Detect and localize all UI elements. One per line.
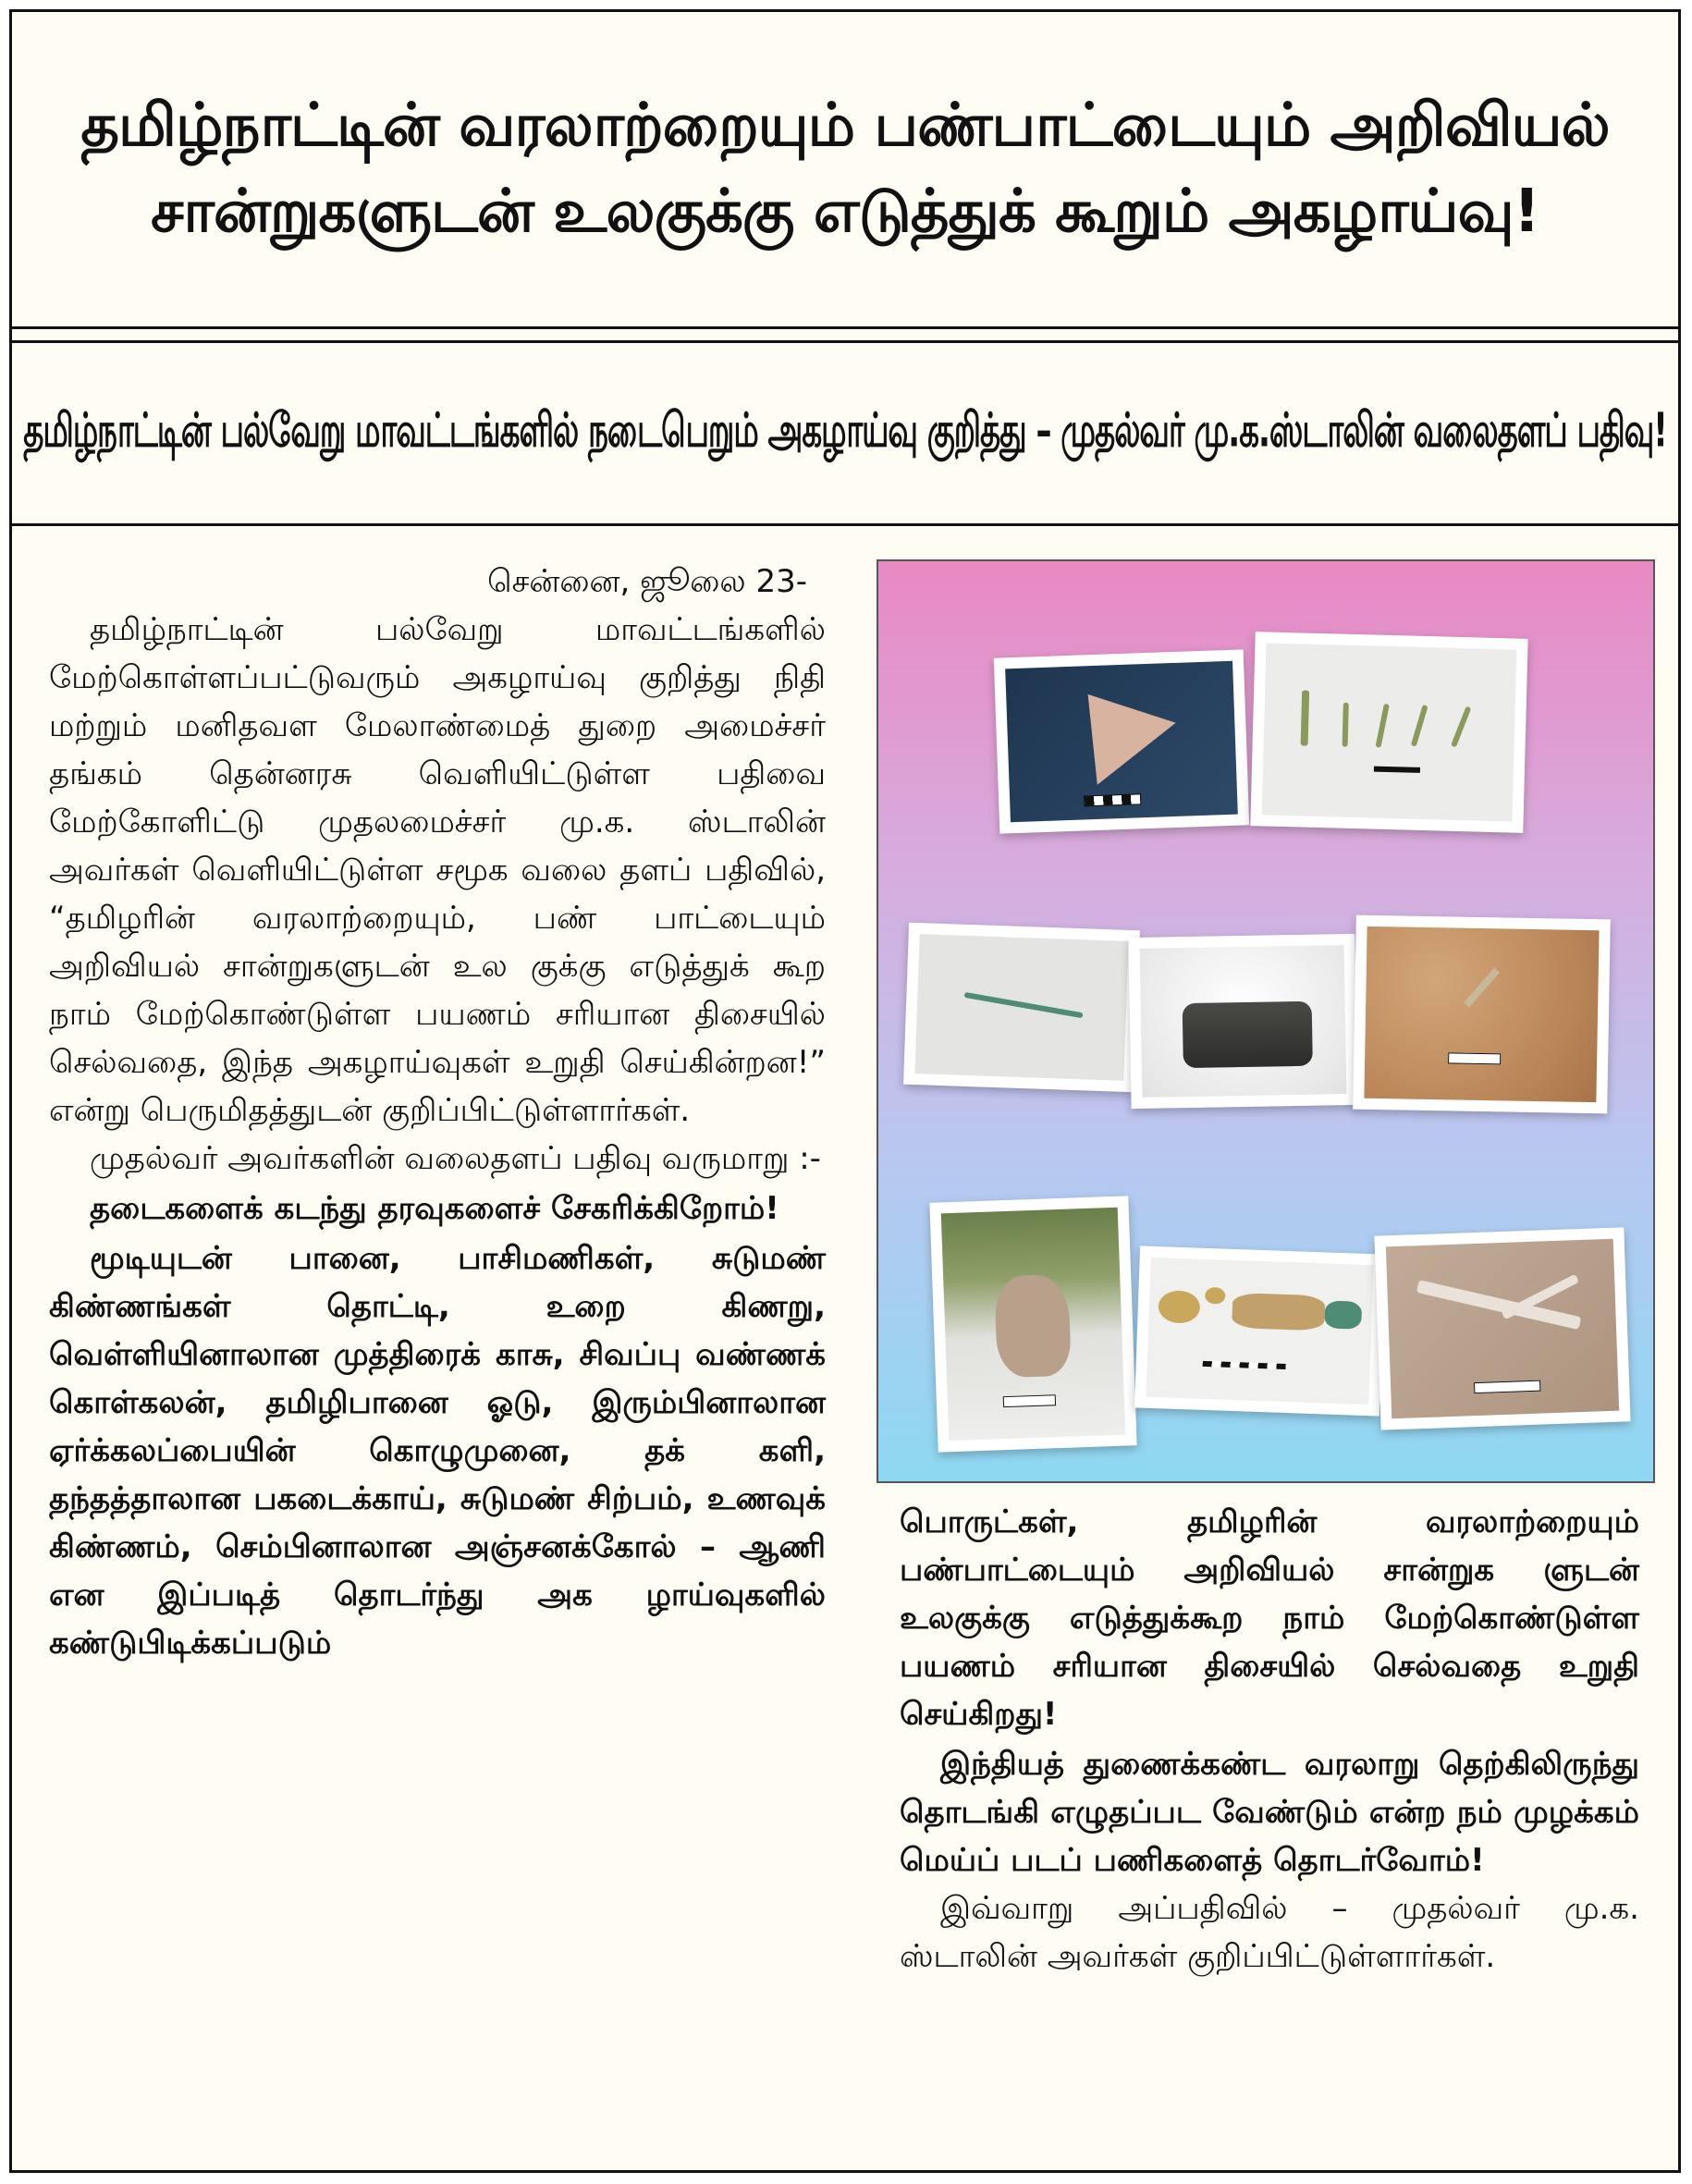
copper-nails-photo <box>1250 632 1527 833</box>
headline-line-1: தமிழ்நாட்டின் வரலாற்றையும் பண்பாட்டையும் அறிவியல் <box>80 92 1610 161</box>
right-column <box>900 1496 1639 1981</box>
ochre-fragments-photo <box>1134 1245 1385 1416</box>
copper-needle-photo <box>903 923 1140 1093</box>
excavation-photo-collage <box>877 559 1655 1483</box>
newspaper-article <box>9 9 1681 2173</box>
stone-block-photo <box>1128 934 1357 1109</box>
headline-box <box>12 12 1678 329</box>
dateline: சென்னை, ஜூலை 23- <box>487 563 807 600</box>
ivory-object-photo <box>1374 1227 1630 1429</box>
subheadline: தமிழ்நாட்டின் பல்வேறு மாவட்டங்களில் நடைபெறும் அகழாய்வு குறித்து – முதல்வர் மு.க.ஸ்டாலின் வலைதளப் பதிவு! <box>23 402 1667 459</box>
headline-line-2: சான்றுகளுடன் உலகுக்கு எடுத்துக் கூறும் அகழாய்வு! <box>151 178 1539 246</box>
quote-artifacts-list: மூடியுடன் பானை, பாசிமணிகள், சுடுமண் கிண்ணங்கள் தொட்டி, உறை கிணறு, வெள்ளியினாலான முத்திரைக் காசு, சிவப்பு வண்ணக் கொள்கலன், தமிழிபானை ஓடு, இரும்பினாலான ஏர்க்கலப்பையின் கொழுமுனை, தக் களி, தந்தத்தாலான பகடைக்காய், சுடுமண் சிற்பம், உணவுக் கிண்ணம், செம்பினாலான அஞ்சனக்கோல் – ஆணி என இப்படித் தொடர்ந்து அக ழாய்வுகளில் கண்டுபிடிக்கப்படும் <box>49 1240 826 1662</box>
pottery-shard-photo <box>994 649 1249 833</box>
subheadline-box <box>12 340 1678 526</box>
terracotta-figure-photo <box>929 1196 1136 1452</box>
closing-paragraph: இவ்வாறு அப்பதிவில் – முதல்வர் மு.க. ஸ்டாலின் அவர்கள் குறிப்பிட்டுள்ளார்கள். <box>900 1890 1639 1975</box>
left-column <box>49 558 826 1667</box>
paragraph-intro: தமிழ்நாட்டின் பல்வேறு மாவட்டங்களில் மேற்கொள்ளப்பட்டுவரும் அகழாய்வு குறித்து நிதி மற்றும் மனிதவள மேலாண்மைத் துறை அமைச்சர் தங்கம் தென்னரசு வெளியிட்டுள்ள பதிவை மேற்கோளிட்டு முதலமைச்சர் மு.க. ஸ்டாலின் அவர்கள் வெளியிட்டுள்ள சமூக வலை தளப் பதிவில், “தமிழரின் வரலாற்றையும், பண் பாட்டையும் அறிவியல் சான்றுகளுடன் உல குக்கு எடுத்துக் கூற நாம் மேற்கொண்டுள்ள பயணம் சரியான திசையில் செல்வதை, இந்த அகழாய்வுகள் உறுதி செய்கின்றன!” என்று பெருமிதத்துடன் குறிப்பிட்டுள்ளார்கள். <box>49 611 826 1129</box>
quote-artifacts-continued: பொருட்கள், தமிழரின் வரலாற்றையும் பண்பாட்டையும் அறிவியல் சான்றுக ளுடன் உலகுக்கு எடுத்துக்கூற நாம் மேற்கொண்டுள்ள பயணம் சரியான திசையில் செல்வதை உறுதி செய்கிறது! <box>900 1503 1639 1733</box>
excavated-soil-photo <box>1353 915 1611 1114</box>
paragraph-lead-in: முதல்வர் அவர்களின் வலைதளப் பதிவு வருமாறு :- <box>90 1140 821 1177</box>
quote-southern-history: இந்தியத் துணைக்கண்ட வரலாறு தெற்கிலிருந்து தொடங்கி எழுதப்பட வேண்டும் என்ற நம் முழக்கம் மெய்ப் படப் பணிகளைத் தொடர்வோம்! <box>900 1746 1639 1879</box>
quote-data-collection: தடைகளைக் கடந்து தரவுகளைச் சேகரிக்கிறோம்! <box>90 1190 779 1227</box>
